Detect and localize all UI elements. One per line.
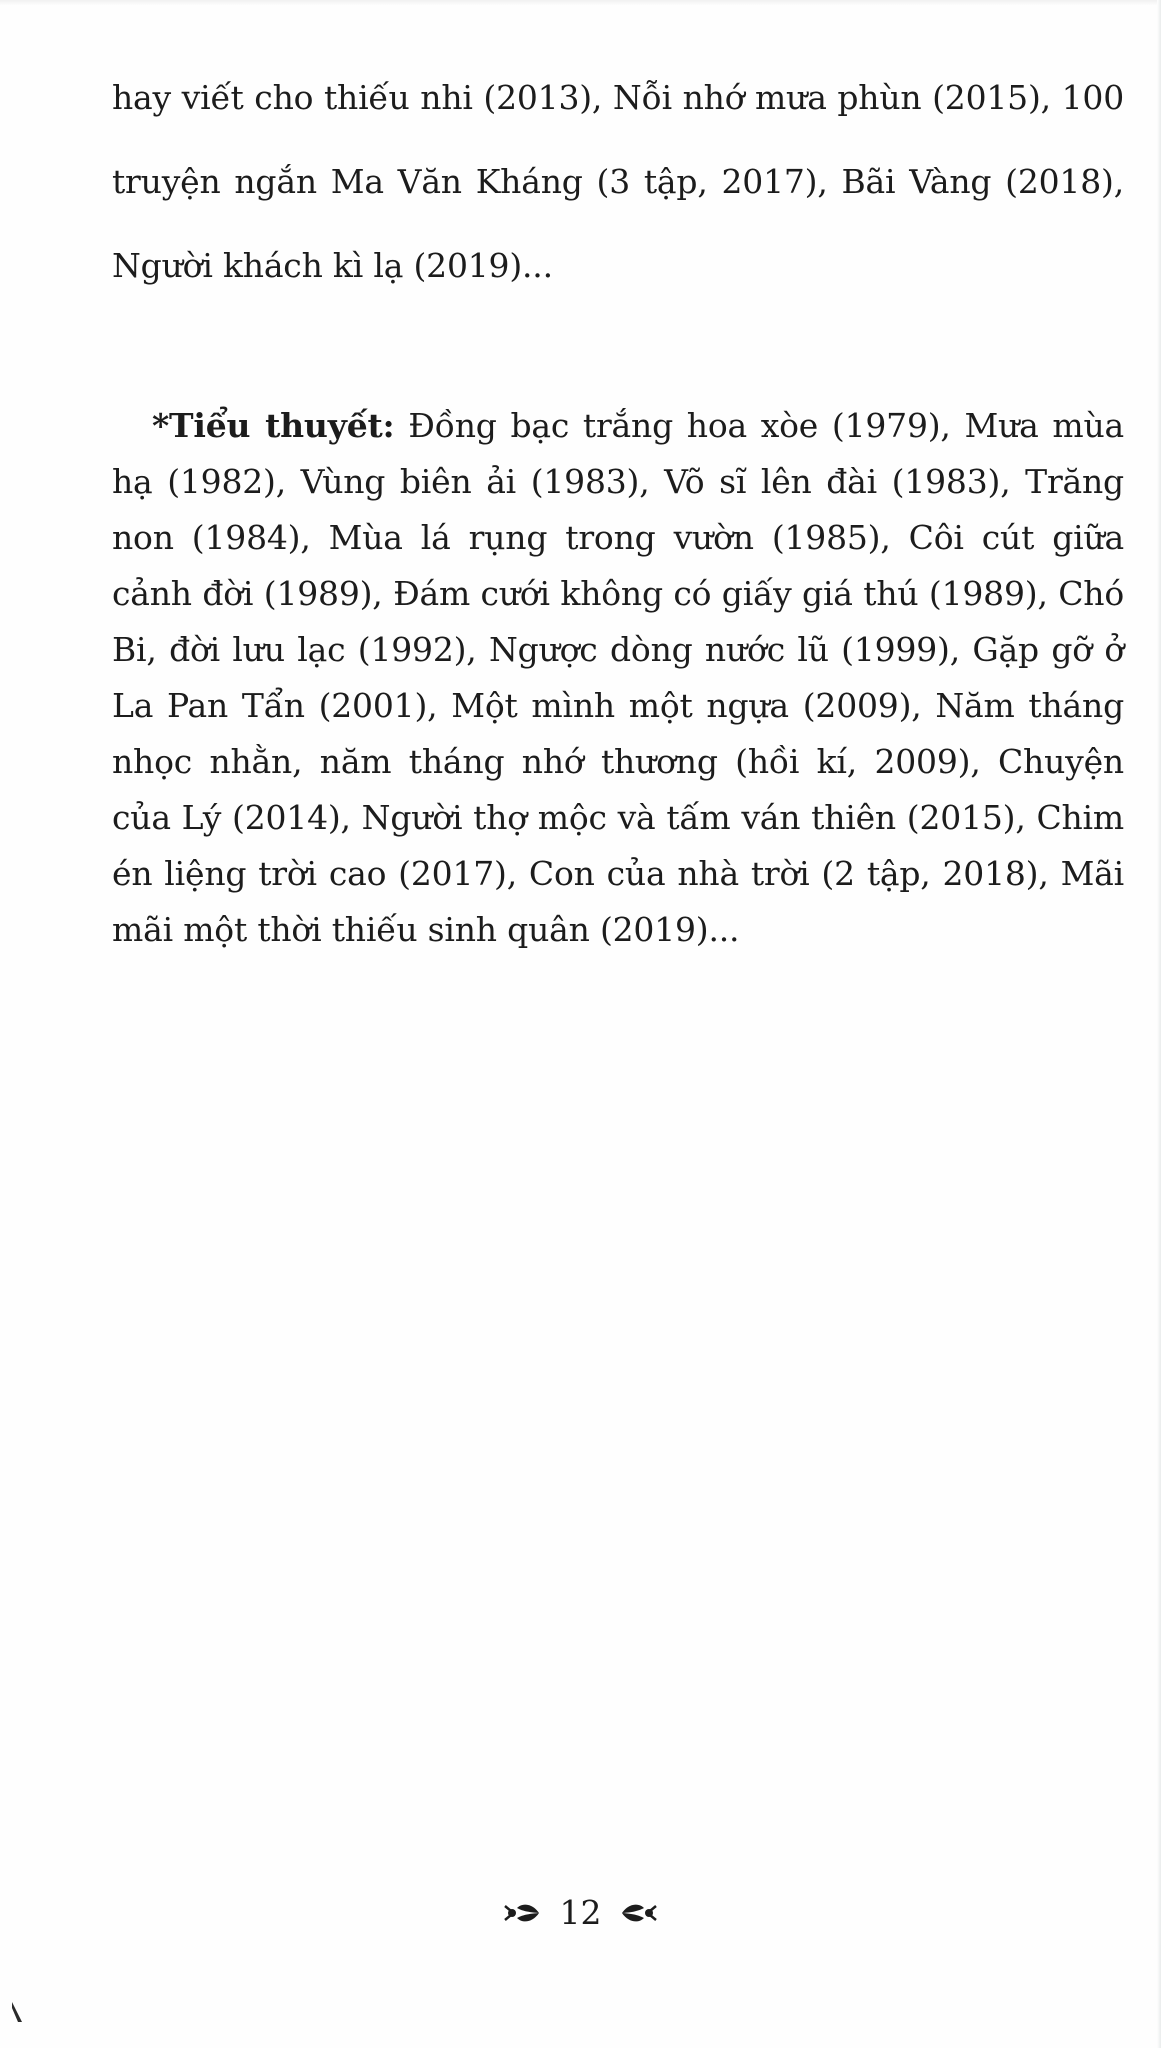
paragraph-2-line-4: cảnh đời (1989), Đám cưới không có giấy giá thú (1989), Chó [112,574,1124,613]
paragraph-2-line-1-text: Đồng bạc trắng hoa xòe (1979), Mưa mùa [408,406,1124,445]
paragraph-2-line-3: non (1984), Mùa lá rụng trong vườn (1985), Côi cút giữa [112,518,1124,557]
paragraph-2-line-6: La Pan Tẩn (2001), Một mình một ngựa (2009), Năm tháng [112,686,1124,725]
paragraph-2-line-9: én liệng trời cao (2017), Con của nhà trời (2 tập, 2018), Mãi [112,854,1124,893]
page-number: 12 [559,1892,602,1932]
scan-corner-mark [10,2000,24,2024]
paragraph-2-line-8: của Lý (2014), Người thợ mộc và tấm ván thiên (2015), Chim [112,798,1124,837]
paragraph-2-line-2: hạ (1982), Vùng biên ải (1983), Võ sĩ lên đài (1983), Trăng [112,462,1124,501]
paragraph-1-line-2: truyện ngắn Ma Văn Kháng (3 tập, 2017), Bãi Vàng (2018), [112,162,1124,201]
paragraph-2-line-1 [152,406,1124,445]
page-top-edge [0,0,1161,6]
page-right-edge [1157,0,1161,2048]
paragraph-2-line-10: mãi một thời thiếu sinh quân (2019)... [112,910,740,949]
fleuron-right-icon [620,1897,658,1927]
paragraph-1-line-3: Người khách kì lạ (2019)... [112,246,553,285]
page-footer [0,1890,1161,1932]
novel-heading: *Tiểu thuyết: [152,406,395,445]
paragraph-2-line-5: Bi, đời lưu lạc (1992), Ngược dòng nước lũ (1999), Gặp gỡ ở [112,630,1124,669]
paragraph-2-line-7: nhọc nhằn, năm tháng nhớ thương (hồi kí, 2009), Chuyện [112,742,1124,781]
fleuron-left-icon [503,1897,541,1927]
paragraph-1-line-1: hay viết cho thiếu nhi (2013), Nỗi nhớ mưa phùn (2015), 100 [112,78,1124,117]
